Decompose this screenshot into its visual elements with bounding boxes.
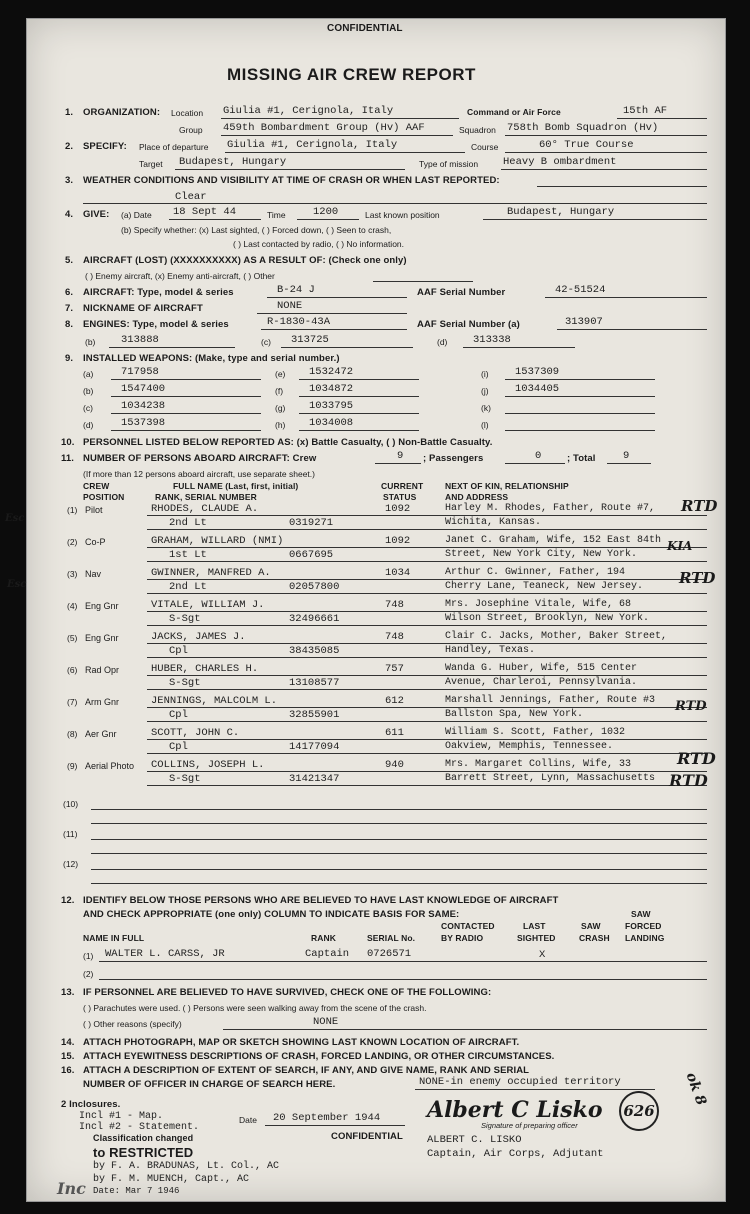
crew-serial: 32855901 (289, 709, 340, 721)
crew-serial: 13108577 (289, 677, 340, 689)
s5-text: AIRCRAFT (LOST) (XXXXXXXXXX) AS A RESULT OF: (Check one only) (83, 255, 407, 266)
weapon-serial: 1034238 (121, 400, 166, 412)
s6-serial: 42-51524 (555, 284, 606, 296)
crew-kin-line2: Barrett Street, Lynn, Massachusetts (445, 773, 656, 784)
crew-row-number: (1) (67, 505, 78, 515)
weapon-serial: 1034008 (309, 417, 354, 429)
crew-kin-line1: Clair C. Jacks, Mother, Baker Street, (445, 631, 668, 642)
s11-passengers-label: ; Passengers (423, 453, 484, 464)
crew-name: JACKS, JAMES J. (151, 631, 246, 643)
crew-underline (147, 721, 707, 722)
handwritten-bottom-left: Inc (57, 1179, 86, 1198)
s12-h-radio: BY RADIO (441, 933, 484, 943)
weapon-label: (g) (275, 403, 286, 413)
crew-kin-line1: Marshall Jennings, Father, Route #3 (445, 695, 656, 706)
s1-location-label: Location (171, 108, 204, 118)
s1-squadron: 758th Bomb Squadron (Hv) (507, 122, 659, 134)
empty-row-number: (12) (63, 859, 79, 869)
crew-name: COLLINS, JOSEPH L. (151, 759, 265, 771)
s4-label: GIVE: (83, 209, 110, 220)
crew-underline (147, 561, 707, 562)
weapon-label: (e) (275, 369, 286, 379)
s6-model: B-24 J (277, 284, 315, 296)
s12-h-landing: LANDING (625, 933, 665, 943)
crew-row-number: (7) (67, 697, 78, 707)
crew-kin-line2: Oakview, Memphis, Tennessee. (445, 741, 614, 752)
s13-line1: IF PERSONNEL ARE BELIEVED TO HAVE SURVIVED, CHECK ONE OF THE FOLLOWING: (83, 987, 492, 998)
weapon-label: (c) (83, 403, 93, 413)
weapon-serial: 1537398 (121, 417, 166, 429)
circled-number (619, 1091, 659, 1131)
weapon-label: (h) (275, 420, 286, 430)
crew-serial: 02057800 (289, 581, 340, 593)
crew-underline (147, 707, 707, 708)
declass-line-1: Classification changed (93, 1133, 194, 1143)
officer-name: ALBERT C. LISKO (427, 1134, 522, 1146)
s8-b: 313888 (121, 334, 159, 346)
crew-status: 748 (385, 631, 404, 643)
empty-row-line (91, 809, 707, 810)
crew-rank: 2nd Lt (169, 581, 207, 593)
s12-witness-rank: Captain (305, 948, 350, 960)
weapon-label: (f) (275, 386, 284, 396)
weapon-label: (b) (83, 386, 94, 396)
s16-num: 16. (61, 1065, 75, 1076)
weapon-label: (a) (83, 369, 94, 379)
crew-name: RHODES, CLAUDE A. (151, 503, 259, 515)
weapon-serial: 1532472 (309, 366, 354, 378)
s12-h-saw: SAW (631, 909, 651, 919)
crew-rank: Cpl (169, 709, 188, 721)
weapon-label: (j) (481, 386, 489, 396)
s8-serial-label: AAF Serial Number (a) (417, 319, 520, 330)
s7-label: NICKNAME OF AIRCRAFT (83, 303, 203, 314)
crew-header-1a: CREW (83, 481, 110, 491)
crew-header-1b: POSITION (83, 492, 125, 502)
s9-num: 9. (65, 353, 74, 364)
crew-status: 1034 (385, 567, 411, 579)
crew-rank: S-Sgt (169, 677, 201, 689)
crew-kin-line1: Wanda G. Huber, Wife, 515 Center (445, 663, 638, 674)
crew-underline (147, 675, 707, 676)
s3-value: Clear (175, 191, 207, 203)
s4-time-label: Time (267, 210, 286, 220)
crew-header-3a: CURRENT (381, 481, 424, 491)
s8-a: 313907 (565, 316, 603, 328)
s14-num: 14. (61, 1037, 75, 1048)
weapon-label: (l) (481, 420, 489, 430)
weapon-underline (299, 430, 419, 431)
crew-header-2b: RANK, SERIAL NUMBER (155, 492, 257, 502)
crew-position: Arm Gnr (85, 697, 120, 707)
s4-position: Budapest, Hungary (507, 206, 615, 218)
s8-c-label: (c) (261, 337, 271, 347)
weapon-underline (111, 430, 261, 431)
crew-row-number: (9) (67, 761, 78, 771)
crew-header-2a: FULL NAME (Last, first, initial) (173, 481, 299, 491)
s1-label: ORGANIZATION: (83, 107, 161, 118)
signature: Albert C Lisko (427, 1097, 603, 1123)
crew-serial: 32496661 (289, 613, 340, 625)
crew-underline (147, 625, 707, 626)
crew-underline (147, 547, 707, 548)
weapon-underline (505, 430, 655, 431)
s1-group-label: Group (179, 125, 203, 135)
handwritten-rtd-3: RTD (675, 699, 707, 714)
crew-status: 757 (385, 663, 404, 675)
s2-departure: Giulia #1, Cerignola, Italy (227, 139, 398, 151)
circled-number-text: 626 (623, 1102, 655, 1120)
crew-kin-line2: Avenue, Charleroi, Pennsylvania. (445, 677, 638, 688)
crew-status: 612 (385, 695, 404, 707)
handwritten-esc-1: Esc (5, 513, 25, 524)
crew-status: 1092 (385, 503, 411, 515)
s7-num: 7. (65, 303, 74, 314)
crew-status: 748 (385, 599, 404, 611)
weapon-underline (111, 396, 261, 397)
s4-date-label: (a) Date (121, 210, 152, 220)
crew-name: GRAHAM, WILLARD (NMI) (151, 535, 284, 547)
s6-label: AIRCRAFT: Type, model & series (83, 287, 234, 298)
officer-title: Captain, Air Corps, Adjutant (427, 1148, 604, 1160)
crew-position: Eng Gnr (85, 633, 119, 643)
s2-target: Budapest, Hungary (179, 156, 287, 168)
s8-num: 8. (65, 319, 74, 330)
crew-header-3b: STATUS (383, 492, 417, 502)
crew-serial: 31421347 (289, 773, 340, 785)
weapon-underline (299, 413, 419, 414)
s1-command: 15th AF (623, 105, 668, 117)
handwritten-kia: KIA (667, 539, 693, 553)
crew-position: Aerial Photo (85, 761, 135, 771)
s5-line2: ( ) Enemy aircraft, (x) Enemy anti-aircraft, ( ) Other (85, 271, 275, 281)
s8-c: 313725 (291, 334, 329, 346)
crew-position: Nav (85, 569, 102, 579)
s2-target-label: Target (139, 159, 163, 169)
s1-group: 459th Bombardment Group (Hv) AAF (223, 122, 425, 134)
s16-value: NONE-in enemy occupied territory (419, 1076, 621, 1088)
crew-underline (147, 515, 707, 516)
s11-num: 11. (61, 453, 74, 464)
empty-row-line (91, 883, 707, 884)
crew-row-number: (3) (67, 569, 78, 579)
crew-kin-line1: Arthur C. Gwinner, Father, 194 (445, 567, 626, 578)
crew-underline (147, 739, 707, 740)
s13-other: NONE (313, 1016, 339, 1028)
s12-witness-serial: 0726571 (367, 948, 412, 960)
crew-kin-line2: Handley, Texas. (445, 645, 536, 656)
s3-text: WEATHER CONDITIONS AND VISIBILITY AT TIME OF CRASH OR WHEN LAST REPORTED: (83, 175, 500, 186)
s12-h-contacted: CONTACTED (441, 921, 495, 931)
s4-b-line2: ( ) Last contacted by radio, ( ) No information. (233, 239, 405, 249)
weapon-underline (505, 413, 655, 414)
empty-row-line (91, 839, 707, 840)
crew-position: Pilot (85, 505, 103, 515)
s12-h-forced: FORCED (625, 921, 662, 931)
handwritten-rtd-2: RTD (679, 569, 716, 587)
crew-name: HUBER, CHARLES H. (151, 663, 259, 675)
crew-underline (147, 593, 707, 594)
s8-d: 313338 (473, 334, 511, 346)
s12-num: 12. (61, 895, 75, 906)
s10-text: PERSONNEL LISTED BELOW REPORTED AS: (x) Battle Casualty, ( ) Non-Battle Casualty. (83, 437, 493, 448)
crew-kin-line1: Mrs. Margaret Collins, Wife, 33 (445, 759, 632, 770)
s8-label: ENGINES: Type, model & series (83, 319, 229, 330)
crew-underline (147, 611, 707, 612)
weapon-label: (k) (481, 403, 491, 413)
crew-underline (147, 643, 707, 644)
s12-h-serial: SERIAL No. (367, 933, 416, 943)
s12-h-sighted: SIGHTED (517, 933, 556, 943)
footer-date: 20 September 1944 (273, 1112, 381, 1124)
declass-line-3: by F. A. BRADUNAS, Lt. Col., AC (93, 1161, 280, 1172)
weapon-underline (299, 396, 419, 397)
crew-rank: Cpl (169, 741, 188, 753)
crew-serial: 14177094 (289, 741, 340, 753)
s8-d-label: (d) (437, 337, 448, 347)
s4-time: 1200 (313, 206, 339, 218)
crew-kin-line1: Janet C. Graham, Wife, 152 East 84th (445, 535, 662, 546)
s11-total: 9 (623, 450, 630, 462)
s11-text: NUMBER OF PERSONS ABOARD AIRCRAFT: Crew (83, 453, 317, 464)
weapon-label: (i) (481, 369, 489, 379)
footer-date-label: Date (239, 1115, 257, 1125)
crew-rank: S-Sgt (169, 613, 201, 625)
s15-num: 15. (61, 1051, 75, 1062)
weapon-serial: 717958 (121, 366, 159, 378)
s12-h-crash: CRASH (579, 933, 610, 943)
incl-1: Incl #1 - Map. (79, 1111, 164, 1122)
weapon-underline (299, 379, 419, 380)
crew-kin-line1: William S. Scott, Father, 1032 (445, 727, 626, 738)
crew-underline (147, 785, 707, 786)
crew-name: GWINNER, MANFRED A. (151, 567, 271, 579)
crew-status: 1092 (385, 535, 411, 547)
crew-underline (147, 771, 707, 772)
crew-row-number: (8) (67, 729, 78, 739)
empty-row-number: (11) (63, 829, 78, 839)
crew-underline (147, 753, 707, 754)
empty-row-line (91, 823, 707, 824)
confidential-stamp-top: CONFIDENTIAL (327, 23, 403, 34)
crew-name: VITALE, WILLIAM J. (151, 599, 265, 611)
crew-rank: S-Sgt (169, 773, 201, 785)
s12-row-number: (1) (83, 951, 94, 961)
weapon-underline (111, 413, 261, 414)
s9-label: INSTALLED WEAPONS: (Make, type and serial number.) (83, 353, 340, 364)
crew-underline (147, 657, 707, 658)
s13-num: 13. (61, 987, 75, 998)
handwritten-rtd-5: RTD (669, 771, 708, 790)
s5-num: 5. (65, 255, 74, 266)
inclosures: 2 Inclosures. (61, 1099, 121, 1110)
crew-header-4a: NEXT OF KIN, RELATIONSHIP (445, 481, 569, 491)
empty-row-number: (10) (63, 799, 79, 809)
confidential-stamp-bottom: CONFIDENTIAL (331, 1131, 403, 1142)
crew-position: Co-P (85, 537, 106, 547)
weapon-label: (d) (83, 420, 94, 430)
s12-h-saw2: SAW (581, 921, 601, 931)
s6-num: 6. (65, 287, 74, 298)
crew-kin-line2: Wilson Street, Brooklyn, New York. (445, 613, 650, 624)
handwritten-side-note: ok 8 (682, 1070, 710, 1108)
crew-serial: 38435085 (289, 645, 340, 657)
s11-passengers: 0 (535, 450, 542, 462)
declass-line-5: Date: Mar 7 1946 (93, 1186, 180, 1196)
crew-status: 611 (385, 727, 404, 739)
s4-date: 18 Sept 44 (173, 206, 237, 218)
report-form: CONFIDENTIAL MISSING AIR CREW REPORT 1. ORGANIZATION: Location Giulia #1, Cerignola, Italy Command or Air Force 15th AF Group 459th Bombardment Group (Hv) AAF Squadron 758th Bomb Squadron (Hv) 2. SPECIFY: Place of departure Giulia #1, Cerignola, Italy Course 60° True Course Target Budapest, Hungary Type of mission Heavy B ombardment 3. WEATHER CONDITIONS AND VISIBILITY AT TIME OF CRASH OR WHEN LAST REPORTED: Clear 4. GIVE: (a) Date 18 Sept 44 Time 1200 Last known position Budapest, Hungary (b) Specify whether: (x) Last sighted, ( ) Forced down, ( ) Seen to crash, ( ) Last contacted by radio, ( ) No information. 5. AIRCRAFT (LOST) (XXXXXXXXXX) AS A RESULT OF: (Check one only) ( ) Enemy aircraft, (x) Enemy anti-aircraft, ( ) Other 6. AIRCRAFT: Type, model & series B-24 J AAF Serial Number 42-51524 7. NICKNAME OF AIRCRAFT NONE 8. ENGINES: Type, model & series R-1830-43A AAF Serial Number (a) 313907 (b) 313888 (c) 313725 (d) 313338 9. INSTALLED WEAPONS: (Make, type and serial number.) (a) 717958 (b) 1547400 (c) 1034238 (d) 1537398 (e) 1532472 (f) 1034872 (g) 1033795 (h) 1034008 (i) 1537309 (j) 1034405 (k) (l) 10. PERSONNEL LISTED BELOW REPORTED AS: (x) Battle Casualty, ( ) Non-Battle Casualty. 11. NUMBER OF PERSONS ABOARD AIRCRAFT: Crew 9 ; Passengers 0 ; Total 9 (If more than 12 persons aboard aircraft, use separate sheet.) CREW POSITION FULL NAME (Last, first, initial) RANK, SERIAL NUMBER CURRENT STATUS NEXT OF KIN, RELATIONSHIP AND ADDRESS (1) Pilot RHODES, CLAUDE A. 2nd Lt 0319271 1092 Harley M. Rhodes, Father, Route #7, Wichita, Kansas. (2) Co-P GRAHAM, WILLARD (NMI) 1st Lt 0667695 1092 Janet C. Graham, Wife, 152 East 84th Street, New York City, New York. (3) Nav GWINNER, MANFRED A. 2nd Lt 02057800 1034 Arthur C. Gwinner, Father, 194 Cherry Lane, Teaneck, New Jersey. (4) Eng Gnr VITALE, WILLIAM J. S-Sgt 32496661 748 Mrs. Josephine Vitale, Wife, 68 Wilson Street, Brooklyn, New York. (5) Eng Gnr JACKS, JAMES J. Cpl 38435085 748 Clair C. Jacks, Mother, Baker Street, Handley, Texas. (6) Rad Opr HUBER, CHARLES H. S-Sgt 13108577 757 Wanda G. Huber, Wife, 515 Center Avenue, Charleroi, Pennsylvania. (7) Arm Gnr JENNINGS, MALCOLM L. Cpl 32855901 612 Marshall Jennings, Father, Route #3 Ballston Spa, New York. (8) Aer Gnr SCOTT, JOHN C. Cpl 14177094 611 William S. Scott, Father, 1032 Oakview, Memphis, Tennessee. (9) Aerial Photo COLLINS, JOSEPH L. S-Sgt 31421347 940 Mrs. Margaret Collins, Wife, 33 Barrett Street, Lynn, Massachusetts (10) (11) (12) 12. IDENTIFY BELOW THOSE PERSONS WHO ARE BELIEVED TO HAVE LAST KNOWLEDGE OF AIRCRAFT AND CHECK APPROPRIATE (one only) COLUMN TO INDICATE BASIS FOR SAME: SAW CONTACTED LAST SAW FORCED NAME IN FULL RANK SERIAL No. BY RADIO SIGHTED CRASH LANDING (1) WALTER L. CARSS, JR Captain 0726571 X (2) 13. IF PERSONNEL ARE BELIEVED TO HAVE SURVIVED, CHECK ONE OF THE FOLLOWING: ( ) Parachutes were used. ( ) Persons were seen walking away from the scene of the crash. ( ) Other reasons (specify) NONE 14. ATTACH PHOTOGRAPH, MAP OR SKETCH SHOWING LAST KNOWN LOCATION OF AIRCRAFT. 15. ATTACH EYEWITNESS DESCRIPTIONS OF CRASH, FORCED LANDING, OR OTHER CIRCUMSTANCES. 16. ATTACH A DESCRIPTION OF EXTENT OF SEARCH, IF ANY, AND GIVE NAME, RANK AND SERIAL NUMBER OF OFFICER IN CHARGE OF SEARCH HERE. NONE-in enemy occupied territory 2 Inclosures. Incl #1 - Map. Incl #2 - Statement. Date 20 September 1944 CONFIDENTIAL Signature of preparing officer ALBERT C. LISKO Captain, Air Corps, Adjutant Classification changed to RESTRICTED by F. A. BRADUNAS, Lt. Col., AC by F. M. MUENCH, Capt., AC Date: Mar 7 1946 RTD KIA RTD RTD RTD RTD Esc Esc Albert C Lisko 626 ok 8 Inc (26, 18, 726, 1202)
s12-witness-mark: X (539, 949, 546, 961)
crew-row-number: (2) (67, 537, 78, 547)
declass-line-4: by F. M. MUENCH, Capt., AC (93, 1174, 250, 1185)
crew-status: 940 (385, 759, 404, 771)
crew-kin-line2: Ballston Spa, New York. (445, 709, 584, 720)
crew-row-number: (6) (67, 665, 78, 675)
weapon-serial: 1547400 (121, 383, 166, 395)
s2-departure-label: Place of departure (139, 142, 209, 152)
weapon-serial: 1034872 (309, 383, 354, 395)
handwritten-rtd-4: RTD (677, 749, 716, 768)
s16-line2: NUMBER OF OFFICER IN CHARGE OF SEARCH HERE. (83, 1079, 336, 1090)
s7-value: NONE (277, 300, 303, 312)
weapon-underline (505, 396, 655, 397)
s15-text: ATTACH EYEWITNESS DESCRIPTIONS OF CRASH, FORCED LANDING, OR OTHER CIRCUMSTANCES. (83, 1051, 555, 1062)
crew-row-number: (5) (67, 633, 78, 643)
s16-line1: ATTACH A DESCRIPTION OF EXTENT OF SEARCH, IF ANY, AND GIVE NAME, RANK AND SERIAL (83, 1065, 530, 1076)
s12-h-last: LAST (523, 921, 546, 931)
crew-rank: 2nd Lt (169, 517, 207, 529)
weapon-underline (505, 379, 655, 380)
s2-course: 60° True Course (539, 139, 634, 151)
s4-num: 4. (65, 209, 74, 220)
crew-serial: 0667695 (289, 549, 334, 561)
s1-location: Giulia #1, Cerignola, Italy (223, 105, 394, 117)
s8-b-label: (b) (85, 337, 96, 347)
incl-2: Incl #2 - Statement. (79, 1122, 200, 1133)
s2-course-label: Course (471, 142, 499, 152)
crew-rank: 1st Lt (169, 549, 207, 561)
s2-num: 2. (65, 141, 74, 152)
empty-row-line (91, 869, 707, 870)
s13-line3: ( ) Other reasons (specify) (83, 1019, 182, 1029)
s11-crew: 9 (397, 450, 404, 462)
page-title: MISSING AIR CREW REPORT (227, 65, 476, 84)
handwritten-rtd-1: RTD (681, 497, 718, 515)
crew-position: Eng Gnr (85, 601, 119, 611)
s1-command-label: Command or Air Force (467, 107, 561, 117)
crew-row-number: (4) (67, 601, 78, 611)
s12-witness-name: WALTER L. CARSS, JR (105, 948, 225, 960)
weapon-serial: 1034405 (515, 383, 560, 395)
crew-kin-line2: Street, New York City, New York. (445, 549, 638, 560)
signature-label: Signature of preparing officer (481, 1121, 578, 1130)
crew-underline (147, 529, 707, 530)
s11-total-label: ; Total (567, 453, 596, 464)
crew-underline (147, 579, 707, 580)
crew-rank: Cpl (169, 645, 188, 657)
crew-name: JENNINGS, MALCOLM L. (151, 695, 278, 707)
s12-line1: IDENTIFY BELOW THOSE PERSONS WHO ARE BELIEVED TO HAVE LAST KNOWLEDGE OF AIRCRAFT (83, 895, 559, 906)
s14-text: ATTACH PHOTOGRAPH, MAP OR SKETCH SHOWING LAST KNOWN LOCATION OF AIRCRAFT. (83, 1037, 520, 1048)
s12-h-rank: RANK (311, 933, 336, 943)
s2-label: SPECIFY: (83, 141, 127, 152)
weapon-serial: 1537309 (515, 366, 560, 378)
crew-kin-line1: Mrs. Josephine Vitale, Wife, 68 (445, 599, 632, 610)
s1-squadron-label: Squadron (459, 125, 496, 135)
s4-b-line1: (b) Specify whether: (x) Last sighted, ( ) Forced down, ( ) Seen to crash, (121, 225, 392, 235)
crew-name: SCOTT, JOHN C. (151, 727, 240, 739)
crew-underline (147, 689, 707, 690)
empty-row-line (91, 853, 707, 854)
declass-line-2: to RESTRICTED (93, 1145, 194, 1160)
crew-serial: 0319271 (289, 517, 334, 529)
crew-header-4b: AND ADDRESS (445, 492, 509, 502)
s11-note: (If more than 12 persons aboard aircraft, use separate sheet.) (83, 469, 315, 479)
crew-position: Aer Gnr (85, 729, 117, 739)
crew-kin-line2: Wichita, Kansas. (445, 517, 542, 528)
s12-line2: AND CHECK APPROPRIATE (one only) COLUMN TO INDICATE BASIS FOR SAME: (83, 909, 460, 920)
s2-mission-label: Type of mission (419, 159, 479, 169)
s6-serial-label: AAF Serial Number (417, 287, 506, 298)
s4-position-label: Last known position (365, 210, 440, 220)
weapon-serial: 1033795 (309, 400, 354, 412)
s12-h-name: NAME IN FULL (83, 933, 145, 943)
s1-num: 1. (65, 107, 74, 118)
s13-line2: ( ) Parachutes were used. ( ) Persons were seen walking away from the scene of the crash. (83, 1003, 427, 1013)
crew-position: Rad Opr (85, 665, 120, 675)
s3-num: 3. (65, 175, 74, 186)
handwritten-esc-2: Esc (7, 579, 27, 590)
weapon-underline (111, 379, 261, 380)
s10-num: 10. (61, 437, 75, 448)
crew-kin-line2: Cherry Lane, Teaneck, New Jersey. (445, 581, 644, 592)
s2-mission: Heavy B ombardment (503, 156, 617, 168)
crew-kin-line1: Harley M. Rhodes, Father, Route #7, (445, 503, 656, 514)
s8-type: R-1830-43A (267, 316, 331, 328)
